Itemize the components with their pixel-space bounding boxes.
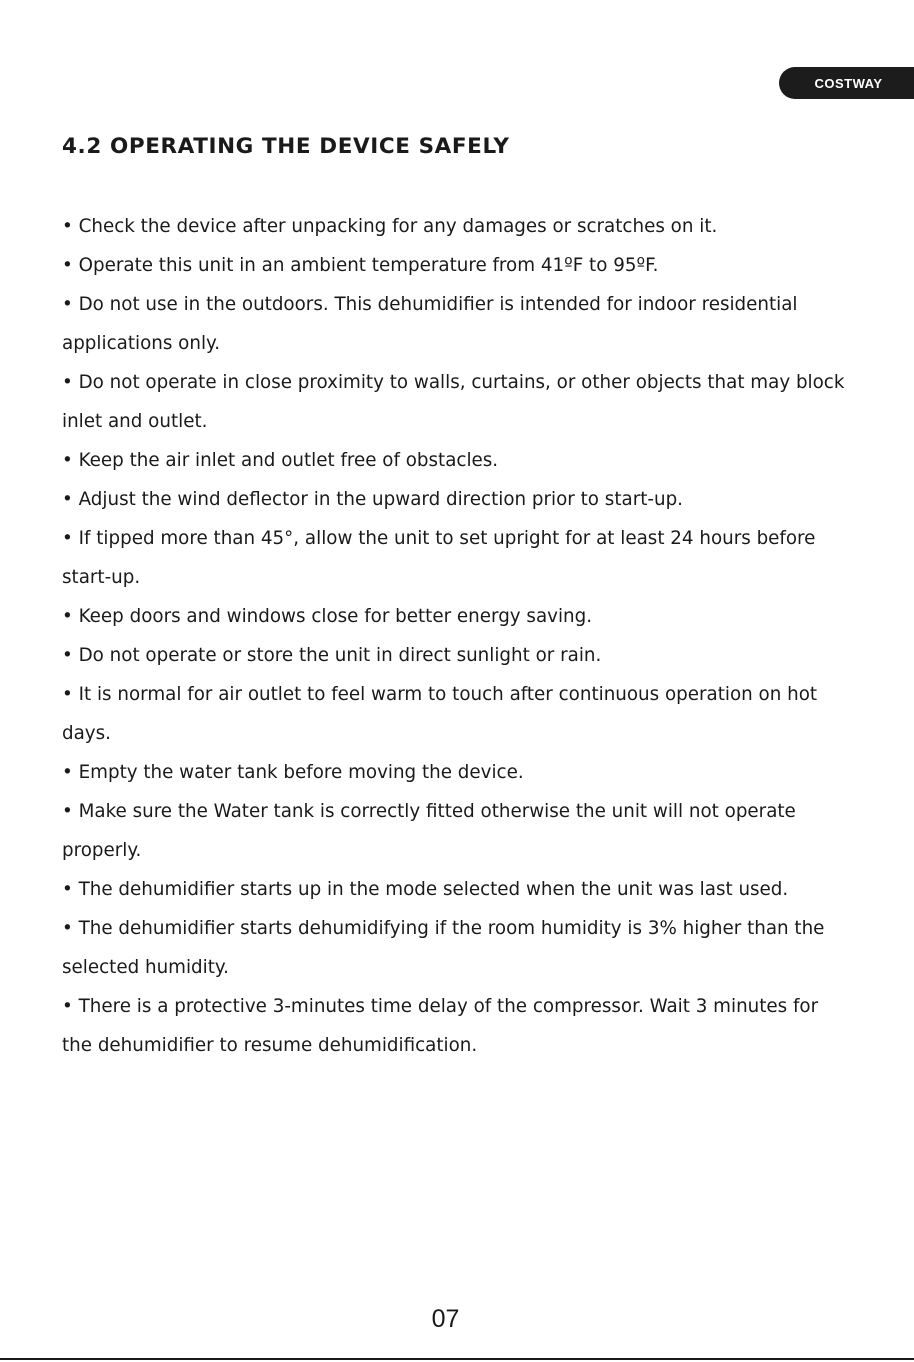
bullet-item: • Do not operate or store the unit in direct sunlight or rain. bbox=[62, 636, 852, 675]
bullet-item: • The dehumidifier starts dehumidifying if the room humidity is 3% higher than the selected humidity. bbox=[62, 909, 852, 987]
bullet-item: • Keep doors and windows close for better energy saving. bbox=[62, 597, 852, 636]
page-number: 07 bbox=[431, 1305, 460, 1333]
safety-bullet-list bbox=[62, 207, 852, 1065]
brand-logo-text: COSTWAY bbox=[814, 75, 883, 91]
bullet-item: • There is a protective 3-minutes time delay of the compressor. Wait 3 minutes for the dehumidifier to resume dehumidification. bbox=[62, 987, 852, 1065]
bullet-item: • Empty the water tank before moving the device. bbox=[62, 753, 852, 792]
bullet-item: • Keep the air inlet and outlet free of obstacles. bbox=[62, 441, 852, 480]
bullet-item: • Make sure the Water tank is correctly fitted otherwise the unit will not operate properly. bbox=[62, 792, 852, 870]
section-title: 4.2 OPERATING THE DEVICE SAFELY bbox=[62, 134, 510, 159]
brand-logo-tab bbox=[779, 67, 914, 99]
bullet-item: • The dehumidifier starts up in the mode selected when the unit was last used. bbox=[62, 870, 852, 909]
bullet-item: • Adjust the wind deflector in the upward direction prior to start-up. bbox=[62, 480, 852, 519]
bottom-divider bbox=[0, 1358, 914, 1360]
bullet-item: • Do not use in the outdoors. This dehumidifier is intended for indoor residential applications only. bbox=[62, 285, 852, 363]
bullet-item: • It is normal for air outlet to feel warm to touch after continuous operation on hot days. bbox=[62, 675, 852, 753]
bullet-item: • Do not operate in close proximity to walls, curtains, or other objects that may block inlet and outlet. bbox=[62, 363, 852, 441]
bullet-item: • Check the device after unpacking for any damages or scratches on it. bbox=[62, 207, 852, 246]
bullet-item: • Operate this unit in an ambient temperature from 41ºF to 95ºF. bbox=[62, 246, 852, 285]
bullet-item: • If tipped more than 45°, allow the unit to set upright for at least 24 hours before start-up. bbox=[62, 519, 852, 597]
